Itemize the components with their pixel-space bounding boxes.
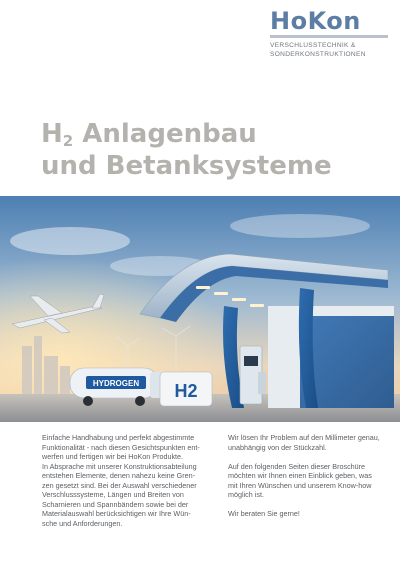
logo-tagline-line2: SONDERKONSTRUKTIONEN: [270, 51, 366, 58]
hero-image-hydrogen-station: [0, 196, 400, 422]
body-column-right: [228, 433, 396, 519]
title-subscript: 2: [62, 132, 74, 150]
title-line-1: $H_2$ Anlagenbau: [41, 119, 257, 150]
brochure-paragraph: Auf den folgenden Seiten dieser Broschüre möchten wir Ihnen einen Einblick geben, was mit Ihren Wünschen und unserem Know-how möglich ist.: [228, 461, 372, 499]
logo-wordmark: HoKon: [270, 7, 361, 35]
tank-h2-label: H2: [174, 381, 198, 401]
intro-paragraph: Einfache Handhabung und perfekt abgestimmte Funktionalität - nach diesen Gesichtspunkten ent- werfen und fertigen wir bei HoKon Produkte. In Absprache mit unserer Konstruktionsabteilung entstehen Elemente, denen nahezu keine Gren- zen gesetzt sind. Bei der Auswahl verschiedener Verschlusssysteme, Längen und Breiten von Scharnieren und Spannbändern sowie bei der Materialauswahl berücksichtigen wir Ihre Wün- sche und Anforderungen.: [42, 433, 200, 528]
body-column-left: [42, 433, 212, 528]
title-line-2: und Betanksysteme: [41, 151, 332, 181]
logo-tagline-line1: VERSCHLUSSTECHNIK &: [270, 42, 356, 49]
company-logo: [270, 8, 394, 59]
closing-paragraph: Wir beraten Sie gerne!: [228, 509, 300, 518]
page-title: [41, 118, 332, 182]
truck-hydrogen-label: HYDROGEN: [92, 379, 140, 388]
precision-paragraph: Wir lösen Ihr Problem auf den Millimeter genau, unabhängig von der Stückzahl.: [228, 433, 380, 452]
logo-underline: [270, 35, 388, 38]
